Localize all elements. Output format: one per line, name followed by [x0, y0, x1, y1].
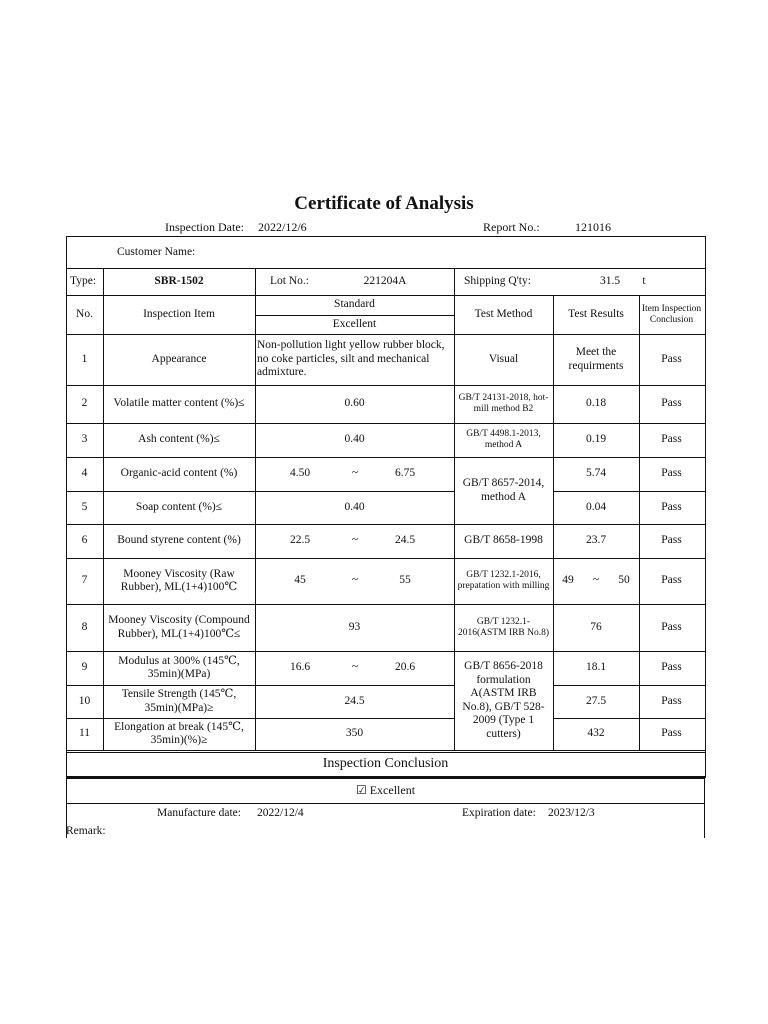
row-item: Mooney Viscosity (Compound Rubber), ML(1+4)100℃≤ — [108, 614, 250, 640]
row-result-min: 49 — [562, 574, 574, 587]
inspection-date: 2022/12/6 — [258, 220, 307, 234]
merged-method-acid-soap: GB/T 8657-2014, method A — [462, 477, 545, 503]
row-standard-min: 4.50 — [289, 467, 311, 480]
row-no: 7 — [81, 574, 88, 587]
row-pass: Pass — [661, 620, 682, 633]
report-no-label: Report No.: — [483, 220, 540, 234]
row-result: 27.5 — [585, 694, 607, 707]
document-title: Certificate of Analysis — [294, 193, 474, 214]
remark-label: Remark: — [66, 825, 106, 838]
row-no: 2 — [81, 397, 88, 410]
row-result: 23.7 — [585, 534, 607, 547]
row-result-max: 50 — [618, 574, 630, 587]
row-no: 4 — [81, 467, 88, 480]
row-standard: 350 — [345, 727, 364, 740]
row-pass: Pass — [661, 397, 682, 410]
col-header-standard: Standard — [334, 298, 375, 311]
row-method: GB/T 24131-2018, hot-mill method B2 — [458, 393, 549, 414]
type-label: Type: — [70, 274, 97, 287]
row-no: 5 — [81, 500, 88, 513]
row-standard: 0.40 — [344, 433, 365, 446]
shipping-qty-unit: t — [642, 274, 646, 287]
row-pass: Pass — [661, 727, 682, 740]
row-no: 9 — [81, 661, 88, 674]
row-result: 432 — [587, 727, 605, 740]
row-item: Ash content (%)≤ — [138, 433, 220, 446]
row-pass: Pass — [661, 433, 682, 446]
row-standard: Non-pollution light yellow rubber block, no coke particles, silt and mechanical admixture. — [257, 339, 445, 379]
row-standard-min: 45 — [294, 574, 306, 587]
row-no: 6 — [81, 534, 88, 547]
row-item: Elongation at break (145℃, 35min)(%)≥ — [114, 720, 244, 746]
row-result: 0.04 — [585, 500, 607, 513]
row-result: 0.18 — [585, 397, 607, 410]
row-no: 10 — [78, 694, 91, 707]
row-pass: Pass — [661, 500, 682, 513]
divider — [66, 750, 705, 751]
shipping-qty-label: Shipping Q'ty: — [464, 274, 531, 287]
col-header-method: Test Method — [474, 307, 533, 320]
lot-no-value: 221204A — [363, 274, 407, 287]
customer-name-label: Customer Name: — [117, 245, 196, 258]
row-standard: 24.5 — [344, 694, 365, 707]
row-item: Modulus at 300% (145℃, 35min)(MPa) — [118, 654, 240, 680]
manufacture-date: 2022/12/4 — [257, 807, 304, 820]
row-no: 3 — [81, 433, 88, 446]
row-pass: Pass — [661, 661, 682, 674]
row-standard-min: 22.5 — [289, 534, 311, 547]
manufacture-date-label: Manufacture date: — [157, 807, 241, 820]
lot-no-label: Lot No.: — [270, 274, 309, 287]
row-result: 18.1 — [585, 661, 607, 674]
shipping-qty-value: 31.5 — [599, 274, 621, 287]
row-standard-max: 6.75 — [394, 467, 416, 480]
row-standard-separator: ~ — [351, 574, 359, 587]
row-method: Visual — [488, 352, 519, 365]
row-method: GB/T 8658-1998 — [464, 534, 543, 547]
row-item: Bound styrene content (%) — [117, 534, 241, 547]
row-standard: 0.40 — [344, 500, 365, 513]
inspection-conclusion-value: ☑ Excellent — [355, 782, 416, 797]
row-method: GB/T 1232.1-2016, prepatation with milling — [457, 570, 550, 591]
col-header-no: No. — [76, 307, 93, 320]
row-pass: Pass — [661, 574, 682, 587]
row-standard: 93 — [348, 620, 361, 633]
col-header-grade: Excellent — [332, 317, 377, 330]
report-no: 121016 — [575, 220, 611, 234]
row-no: 11 — [78, 727, 91, 740]
row-no: 8 — [81, 620, 88, 633]
row-method: GB/T 4498.1-2013, method A — [466, 429, 541, 450]
row-item: Tensile Strength (145℃, 35min)(MPa)≥ — [121, 688, 237, 714]
row-pass: Pass — [661, 694, 682, 707]
row-pass: Pass — [661, 534, 682, 547]
row-standard-separator: ~ — [351, 534, 359, 547]
row-method: GB/T 1232.1-2016(ASTM IRB No.8) — [457, 616, 550, 638]
row-item: Mooney Viscosity (Raw Rubber), ML(1+4)100℃ — [120, 567, 238, 593]
merged-method-mechanical: GB/T 8656-2018 formulation A(ASTM IRB No.8), GB/T 528-2009 (Type 1 cutters) — [462, 660, 545, 740]
col-header-item: Inspection Item — [143, 307, 215, 320]
col-header-conclusion: Item Inspection Conclusion — [641, 303, 702, 325]
col-header-results: Test Results — [568, 307, 624, 320]
row-item: Organic-acid content (%) — [120, 467, 238, 480]
row-item: Volatile matter content (%)≤ — [113, 397, 245, 410]
row-result-separator: ~ — [592, 574, 600, 587]
row-standard-max: 20.6 — [394, 661, 416, 674]
row-result: 0.19 — [585, 433, 607, 446]
row-standard: 0.60 — [344, 397, 365, 410]
row-pass: Pass — [661, 352, 682, 365]
row-standard-max: 24.5 — [394, 534, 416, 547]
row-item: Appearance — [151, 352, 207, 365]
expiration-date: 2023/12/3 — [548, 807, 595, 820]
row-standard-separator: ~ — [351, 661, 359, 674]
row-standard-max: 55 — [399, 574, 411, 587]
type-value: SBR-1502 — [154, 274, 204, 287]
row-item: Soap content (%)≤ — [135, 500, 223, 513]
divider — [66, 776, 705, 777]
expiration-date-label: Expiration date: — [462, 807, 536, 820]
row-result: 5.74 — [585, 467, 607, 480]
row-no: 1 — [81, 352, 88, 365]
row-standard-separator: ~ — [351, 467, 359, 480]
row-result: 76 — [590, 620, 602, 633]
inspection-conclusion-title: Inspection Conclusion — [322, 756, 449, 772]
inspection-date-label: Inspection Date: — [165, 220, 244, 234]
row-result: Meet the requirments — [568, 346, 624, 372]
row-pass: Pass — [661, 467, 682, 480]
row-standard-min: 16.6 — [289, 661, 311, 674]
